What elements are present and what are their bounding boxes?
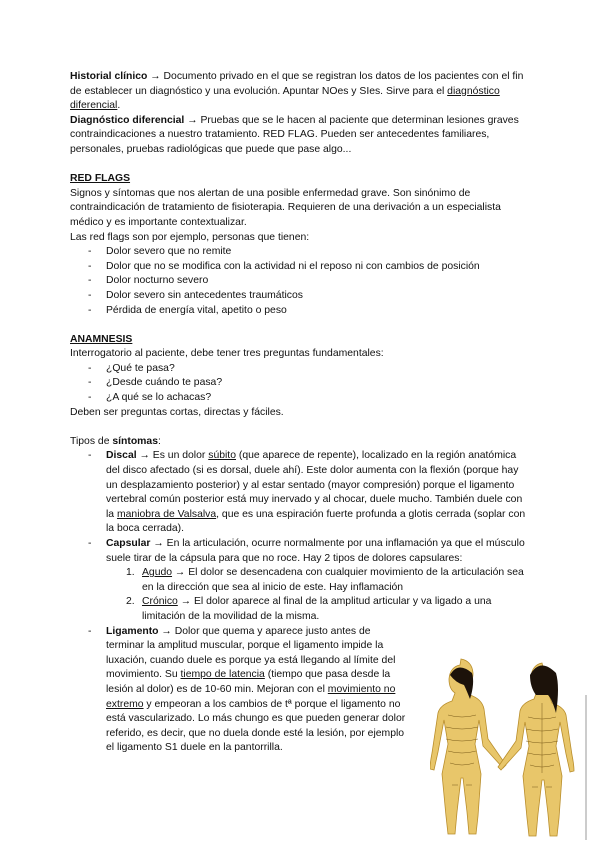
red-flags-intro: Las red flags son por ejemplo, personas que tienen:: [70, 231, 310, 243]
capsular-types: [70, 566, 532, 624]
list-item: - Dolor severo que no remite: [70, 245, 532, 260]
list-item: - Dolor nocturno severo: [70, 274, 532, 289]
diagnostico-paragraph: Diagnóstico diferencial → Pruebas que se le hacen al paciente que determinan lesiones graves contraindicaciones a nuestro tratamiento. RED FLAG. Pueden ser antecedentes familiares, personales, pruebas radiológicas que puede que pase algo...: [70, 114, 519, 155]
list-item: - Dolor que no se modifica con la actividad ni el reposo ni con cambios de posición: [70, 260, 532, 275]
list-item: - Pérdida de energía vital, apetito o peso: [70, 304, 532, 319]
historial-term: Historial clínico: [70, 71, 148, 82]
anamnesis-definition: Interrogatorio al paciente, debe tener tres preguntas fundamentales:: [70, 348, 384, 360]
anamnesis-note: Deben ser preguntas cortas, directas y fáciles.: [70, 406, 284, 418]
document-page: [70, 70, 532, 756]
sintoma-discal: - Discal → Es un dolor súbito (que aparece de repente), localizado en la región anatómica del disco afectado (si es dorsal, duele ahí). Este dolor aumenta con la flexión (porque hay un desplazamiento posterior) y al estar sentado (mayor compresión) porque el ligamento vertebral común posterior está muy inervado y al chocar, duele mucho. También duele con la maniobra de Valsalva, que es una espiración fuerte profunda a glotis cerrada (soplar con la boca cerrada).: [70, 449, 532, 537]
red-flags-heading: RED FLAGS: [70, 173, 131, 185]
list-item: - ¿Qué te pasa?: [70, 362, 532, 377]
dermatome-body-illustration: [430, 655, 590, 840]
anamnesis-heading: ANAMNESIS: [70, 333, 133, 345]
capsular-type-agudo: 1. Agudo → El dolor se desencadena con cualquier movimiento de la articulación sea en la dirección que sea al inicio de este. Hay inflamación: [126, 567, 524, 593]
list-item: - Dolor severo sin antecedentes traumáticos: [70, 289, 532, 304]
anamnesis-questions: [70, 362, 532, 406]
diagnostico-link: diagnóstico diferencial: [70, 85, 500, 112]
red-flags-definition: Signos y síntomas que nos alertan de una posible enfermedad grave. Son sinónimo de contraindicación de tratamiento de fisioterapia. Requieren de una derivación a un especialista médico y es importante contextualizar.: [70, 187, 501, 228]
diagnostico-term: Diagnóstico diferencial: [70, 114, 185, 126]
red-flags-list: [70, 245, 532, 318]
capsular-type-cronico: 2. Crónico → El dolor aparece al final de la amplitud articular y va ligado a una limitación de la movilidad de la misma.: [126, 596, 492, 622]
sintoma-ligamento: - Ligamento → Dolor que quema y aparece justo antes de terminar la amplitud muscular, porque el ligamento impide la luxación, cuando duele es porque ya está llegando al límite del movimiento. Su tiempo de latencia (tiempo que pasa desde la lesión al dolor) es de 10-60 min. Mejoran con el movimiento no extremo y empeoran a los cambios de tª porque el ligamento no está vascularizado. Lo más chungo es que pueden generar dolor referido, es decir, que no duela donde esté la lesión, por ejemplo el ligamento S1 duele en la pantorrilla.: [70, 625, 410, 756]
list-item: - ¿Desde cuándo te pasa?: [70, 376, 532, 391]
sintomas-intro: Tipos de síntomas:: [70, 435, 161, 447]
historial-paragraph: Historial clínico → Documento privado en el que se registran los datos de los pacientes con el fin de establecer un diagnóstico y una evolución. Apuntar NOes y SIes. Sirve para el diagnóstico diferencial.: [70, 71, 524, 112]
sintoma-capsular: - Capsular → En la articulación, ocurre normalmente por una inflamación ya que el músculo suele tirar de la cápsula para que no roce. Hay 2 tipos de dolores capsulares: 1. Agudo → El dolor se desencadena con cualquier movimiento de la articulación sea en la dirección que sea al inicio de este. Hay inflamación 2. Crónico → El dolor aparece al final de la amplitud articular y va ligado a una limitación de la movilidad de la misma.: [70, 537, 532, 625]
list-item: - ¿A qué se lo achacas?: [70, 391, 532, 406]
